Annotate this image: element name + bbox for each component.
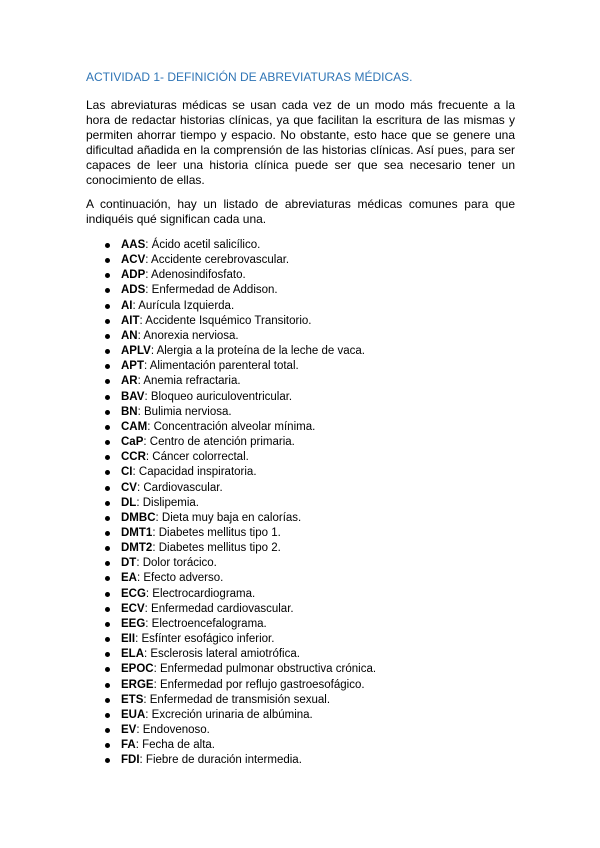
list-item xyxy=(86,329,526,344)
list-item xyxy=(86,647,526,662)
bullet-icon xyxy=(105,288,110,293)
definition: : Fiebre de duración intermedia. xyxy=(139,754,302,767)
abbreviation: DL xyxy=(121,496,137,509)
list-item xyxy=(86,481,526,496)
abbreviation: EV xyxy=(121,724,137,736)
bullet-icon xyxy=(105,728,110,733)
list-item xyxy=(86,496,526,511)
definition: : Electroencefalograma. xyxy=(145,617,267,630)
abbreviation: APLV xyxy=(121,345,151,358)
bullet-icon xyxy=(105,258,110,263)
definition: : Endovenoso. xyxy=(136,724,210,736)
abbreviation: ADP xyxy=(121,269,146,282)
list-item xyxy=(86,678,526,693)
abbreviation: APT xyxy=(121,360,144,373)
definition: : Aurícula Izquierda. xyxy=(132,299,235,312)
definition: : Dieta muy baja en calorías. xyxy=(155,511,302,524)
bullet-icon xyxy=(105,683,110,688)
definition: : Centro de atención primaria. xyxy=(143,436,295,449)
bullet-icon xyxy=(105,561,110,566)
list-item xyxy=(86,268,526,283)
list-item xyxy=(86,541,526,556)
bullet-icon xyxy=(105,607,110,612)
definition: : Enfermedad de Addison. xyxy=(145,284,278,297)
abbreviation-list xyxy=(86,238,526,768)
list-item xyxy=(86,753,526,768)
bullet-icon xyxy=(105,486,110,491)
definition: : Enfermedad cardiovascular. xyxy=(144,602,294,615)
bullet-icon xyxy=(105,576,110,581)
abbreviation: EII xyxy=(121,633,136,646)
bullet-icon xyxy=(105,364,110,369)
definition: : Accidente Isquémico Transitorio. xyxy=(139,314,312,327)
bullet-icon xyxy=(105,243,110,248)
list-item xyxy=(86,617,526,632)
bullet-icon xyxy=(105,698,110,703)
abbreviation: CV xyxy=(121,481,137,494)
bullet-icon xyxy=(105,319,110,324)
bullet-icon xyxy=(105,667,110,672)
bullet-icon xyxy=(105,349,110,354)
bullet-icon xyxy=(105,304,110,309)
intro-paragraph: Las abreviaturas médicas se usan cada vez de un modo más frecuente a la hora de redactar historias clínicas, ya que facilitan la escritura de las mismas y permiten ahorrar tiempo y espacio. No obstante, esto hace que se genere una dificultad añadida en la comprensión de las historias clínicas. Así pues, para ser capaces de leer una historia clínica puede ser que sea necesario tener un conocimiento de ellas. xyxy=(86,98,515,187)
definition: : Enfermedad por reflujo gastroesofágico. xyxy=(153,678,365,691)
abbreviation: FDI xyxy=(121,754,140,767)
definition: : Bulimia nerviosa. xyxy=(137,405,232,418)
abbreviation: EA xyxy=(121,572,137,585)
list-item xyxy=(86,374,526,389)
page-title: ACTIVIDAD 1- DEFINICIÓN DE ABREVIATURAS MÉDICAS. xyxy=(86,70,413,84)
definition: : Diabetes mellitus tipo 1. xyxy=(152,526,281,539)
list-item xyxy=(86,299,526,314)
bullet-icon xyxy=(105,622,110,627)
definition: : Efecto adverso. xyxy=(136,572,224,585)
abbreviation: ETS xyxy=(121,693,144,706)
definition: : Alergia a la proteína de la leche de vaca. xyxy=(150,345,365,358)
list-item xyxy=(86,238,526,253)
bullet-icon xyxy=(105,531,110,536)
abbreviation: ERGE xyxy=(121,678,154,691)
definition: : Esfínter esofágico inferior. xyxy=(135,633,275,646)
abbreviation: ADS xyxy=(121,284,146,297)
abbreviation: AI xyxy=(121,299,133,312)
abbreviation: EEG xyxy=(121,617,146,630)
definition: : Dislipemia. xyxy=(136,496,199,509)
definition: : Enfermedad de transmisión sexual. xyxy=(143,693,331,706)
bullet-icon xyxy=(105,652,110,657)
list-item xyxy=(86,511,526,526)
bullet-icon xyxy=(105,410,110,415)
definition: : Anemia refractaria. xyxy=(137,375,241,388)
definition: : Dolor torácico. xyxy=(136,557,217,570)
bullet-icon xyxy=(105,425,110,430)
abbreviation: AN xyxy=(121,329,138,342)
bullet-icon xyxy=(105,758,110,763)
bullet-icon xyxy=(105,455,110,460)
abbreviation: CI xyxy=(121,466,133,479)
definition: : Capacidad inspiratoria. xyxy=(132,466,257,479)
list-item xyxy=(86,359,526,374)
definition: : Concentración alveolar mínima. xyxy=(147,420,316,433)
abbreviation: BAV xyxy=(121,390,145,403)
list-item xyxy=(86,738,526,753)
list-item xyxy=(86,602,526,617)
list-item xyxy=(86,571,526,586)
abbreviation: CCR xyxy=(121,451,146,464)
bullet-icon xyxy=(105,334,110,339)
definition: : Diabetes mellitus tipo 2. xyxy=(152,542,281,555)
bullet-icon xyxy=(105,470,110,475)
definition: : Anorexia nerviosa. xyxy=(137,329,239,342)
list-item xyxy=(86,723,526,738)
bullet-icon xyxy=(105,743,110,748)
abbreviation: CaP xyxy=(121,436,144,449)
bullet-icon xyxy=(105,395,110,400)
list-item xyxy=(86,420,526,435)
list-item xyxy=(86,662,526,677)
abbreviation: DMT2 xyxy=(121,542,153,555)
list-item xyxy=(86,283,526,298)
abbreviation: DMBC xyxy=(121,511,156,524)
definition: : Fecha de alta. xyxy=(135,739,215,752)
abbreviation: FA xyxy=(121,739,136,752)
bullet-icon xyxy=(105,273,110,278)
definition: : Enfermedad pulmonar obstructiva crónica. xyxy=(153,663,377,676)
list-item xyxy=(86,708,526,723)
abbreviation: EUA xyxy=(121,708,146,721)
list-item xyxy=(86,435,526,450)
definition: : Esclerosis lateral amiotrófica. xyxy=(144,648,300,661)
abbreviation: ECG xyxy=(121,587,146,600)
definition: : Adenosindifosfato. xyxy=(145,269,246,282)
instructions-paragraph: A continuación, hay un listado de abreviaturas médicas comunes para que indiquéis qué significan cada una. xyxy=(86,197,515,226)
bullet-icon xyxy=(105,546,110,551)
definition: : Bloqueo auriculoventricular. xyxy=(144,390,293,403)
bullet-icon xyxy=(105,637,110,642)
abbreviation: AR xyxy=(121,375,138,388)
abbreviation: ECV xyxy=(121,602,145,615)
list-item xyxy=(86,693,526,708)
list-item xyxy=(86,632,526,647)
abbreviation: DMT1 xyxy=(121,526,153,539)
list-item xyxy=(86,526,526,541)
bullet-icon xyxy=(105,379,110,384)
definition: : Cáncer colorrectal. xyxy=(145,451,249,464)
bullet-icon xyxy=(105,592,110,597)
abbreviation: AAS xyxy=(121,239,146,251)
definition: : Ácido acetil salicílico. xyxy=(145,239,261,251)
list-item xyxy=(86,556,526,571)
abbreviation: CAM xyxy=(121,420,148,433)
definition: : Alimentación parenteral total. xyxy=(144,360,299,373)
abbreviation: AIT xyxy=(121,314,140,327)
bullet-icon xyxy=(105,713,110,718)
list-item xyxy=(86,465,526,480)
definition: : Excreción urinaria de albúmina. xyxy=(145,708,313,721)
definition: : Accidente cerebrovascular. xyxy=(145,254,290,267)
bullet-icon xyxy=(105,516,110,521)
abbreviation: EPOC xyxy=(121,663,154,676)
list-item xyxy=(86,253,526,268)
abbreviation: ACV xyxy=(121,254,146,267)
definition: : Cardiovascular. xyxy=(136,481,223,494)
list-item xyxy=(86,344,526,359)
definition: : Electrocardiograma. xyxy=(145,587,256,600)
list-item xyxy=(86,450,526,465)
abbreviation: ELA xyxy=(121,648,144,661)
bullet-icon xyxy=(105,440,110,445)
list-item xyxy=(86,314,526,329)
list-item xyxy=(86,587,526,602)
list-item xyxy=(86,405,526,420)
abbreviation: BN xyxy=(121,405,138,418)
list-item xyxy=(86,390,526,405)
bullet-icon xyxy=(105,501,110,506)
abbreviation: DT xyxy=(121,557,137,570)
